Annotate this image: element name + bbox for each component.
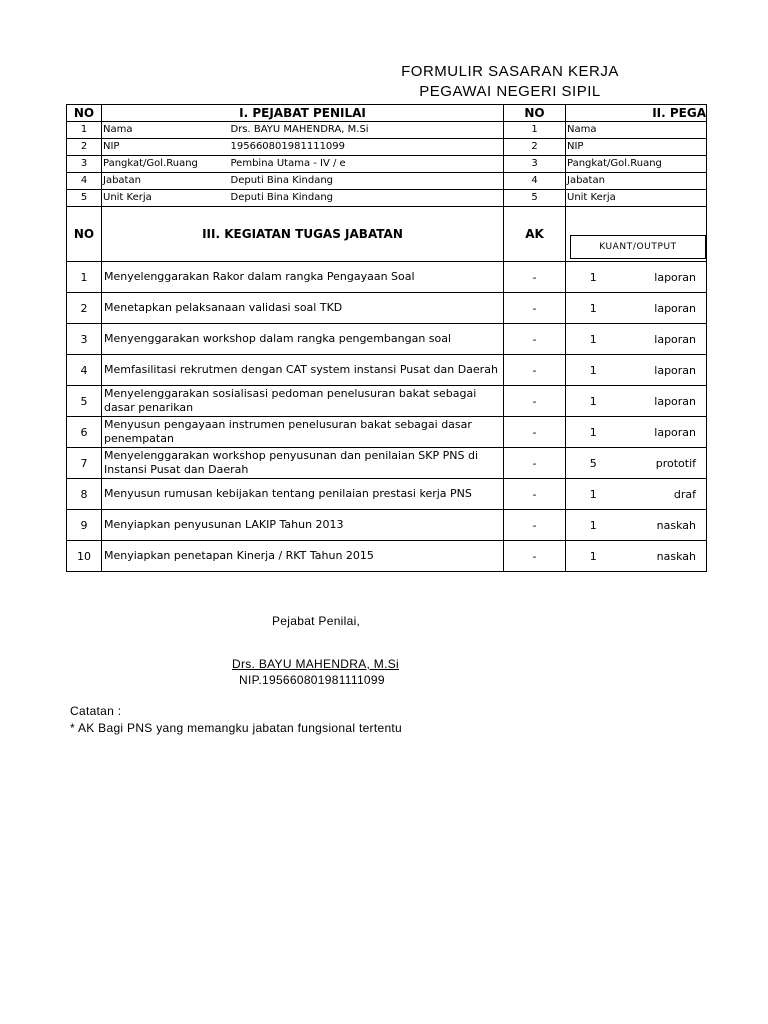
- pegawai-no: 2: [504, 139, 566, 156]
- pejabat-value: Deputi Bina Kindang: [229, 173, 504, 190]
- kegiatan-no: 10: [67, 541, 102, 572]
- info-row: [67, 173, 707, 190]
- kegiatan-desc: Menyelenggarakan workshop penyusunan dan penilaian SKP PNS di Instansi Pusat dan Daerah: [102, 448, 504, 479]
- kegiatan-row: [67, 510, 707, 541]
- kegiatan-header-ak: AK: [504, 207, 566, 262]
- kegiatan-qty: 1: [566, 324, 621, 355]
- header-pegawai: II. PEGA: [566, 105, 707, 122]
- pegawai-no: 4: [504, 173, 566, 190]
- kegiatan-row: [67, 355, 707, 386]
- info-row: [67, 139, 707, 156]
- kegiatan-desc: Menyenggarakan workshop dalam rangka pengembangan soal: [102, 324, 504, 355]
- info-row: [67, 190, 707, 207]
- kegiatan-qty: 1: [566, 262, 621, 293]
- kegiatan-row: [67, 479, 707, 510]
- sasaran-kerja-sheet: [66, 104, 707, 590]
- note-text: * AK Bagi PNS yang memangku jabatan fungsional tertentu: [70, 721, 403, 735]
- kegiatan-row: [67, 386, 707, 417]
- kegiatan-ak: -: [504, 448, 566, 479]
- header-pejabat-penilai: I. PEJABAT PENILAI: [102, 105, 504, 122]
- kegiatan-ak: -: [504, 510, 566, 541]
- signature-label: Pejabat Penilai,: [272, 614, 361, 628]
- pegawai-label: Pangkat/Gol.Ruang: [566, 156, 707, 173]
- kegiatan-desc: Memfasilitasi rekrutmen dengan CAT system instansi Pusat dan Daerah: [102, 355, 504, 386]
- pegawai-label: Jabatan: [566, 173, 707, 190]
- kegiatan-qty: 1: [566, 510, 621, 541]
- signature-name: Drs. BAYU MAHENDRA, M.Si: [232, 657, 399, 671]
- kegiatan-row: [67, 448, 707, 479]
- kegiatan-ak: -: [504, 293, 566, 324]
- kegiatan-ak: -: [504, 417, 566, 448]
- pegawai-no: 3: [504, 156, 566, 173]
- kegiatan-unit: naskah: [621, 541, 707, 572]
- pejabat-label: Pangkat/Gol.Ruang: [102, 156, 229, 173]
- kegiatan-desc: Menyusun rumusan kebijakan tentang penilaian prestasi kerja PNS: [102, 479, 504, 510]
- kegiatan-no: 3: [67, 324, 102, 355]
- kegiatan-row: [67, 262, 707, 293]
- kegiatan-header-title: III. KEGIATAN TUGAS JABATAN: [102, 207, 504, 262]
- kegiatan-desc: Menyelenggarakan Rakor dalam rangka Pengayaan Soal: [102, 262, 504, 293]
- pejabat-label: Unit Kerja: [102, 190, 229, 207]
- pegawai-label: Nama: [566, 122, 707, 139]
- pejabat-no: 3: [67, 156, 102, 173]
- kegiatan-qty: 1: [566, 386, 621, 417]
- form-title-line2: PEGAWAI NEGERI SIPIL: [419, 83, 601, 100]
- kegiatan-row: [67, 324, 707, 355]
- kegiatan-unit: laporan: [621, 262, 707, 293]
- pejabat-label: Nama: [102, 122, 229, 139]
- kegiatan-desc: Menetapkan pelaksanaan validasi soal TKD: [102, 293, 504, 324]
- pejabat-value: 195660801981111099: [229, 139, 504, 156]
- kegiatan-unit: prototif: [621, 448, 707, 479]
- kuant-output-cell: [566, 207, 707, 262]
- kegiatan-no: 5: [67, 386, 102, 417]
- kegiatan-desc: Menyiapkan penetapan Kinerja / RKT Tahun 2015: [102, 541, 504, 572]
- header-no: NO: [67, 105, 102, 122]
- kegiatan-qty: 1: [566, 293, 621, 324]
- kegiatan-ak: -: [504, 324, 566, 355]
- pejabat-no: 1: [67, 122, 102, 139]
- kegiatan-no: 7: [67, 448, 102, 479]
- kegiatan-qty: 1: [566, 355, 621, 386]
- kegiatan-ak: -: [504, 355, 566, 386]
- header-row: [67, 105, 707, 122]
- kegiatan-unit: naskah: [621, 510, 707, 541]
- kegiatan-desc: Menyelenggarakan sosialisasi pedoman penelusuran bakat sebagai dasar penarikan: [102, 386, 504, 417]
- kegiatan-desc: Menyusun pengayaan instrumen penelusuran bakat sebagai dasar penempatan: [102, 417, 504, 448]
- kegiatan-qty: 1: [566, 541, 621, 572]
- pejabat-no: 5: [67, 190, 102, 207]
- kegiatan-unit: laporan: [621, 324, 707, 355]
- kegiatan-desc: Menyiapkan penyusunan LAKIP Tahun 2013: [102, 510, 504, 541]
- kegiatan-unit: laporan: [621, 417, 707, 448]
- pejabat-value: Deputi Bina Kindang: [229, 190, 504, 207]
- pejabat-no: 2: [67, 139, 102, 156]
- pejabat-value: Drs. BAYU MAHENDRA, M.Si: [229, 122, 504, 139]
- kegiatan-qty: 1: [566, 479, 621, 510]
- note-heading: Catatan :: [70, 704, 122, 718]
- kuant-output-header: KUANT/OUTPUT: [570, 235, 706, 259]
- kegiatan-header-row: [67, 207, 707, 262]
- info-row: [67, 156, 707, 173]
- kegiatan-no: 4: [67, 355, 102, 386]
- pegawai-no: 5: [504, 190, 566, 207]
- pejabat-value: Pembina Utama - IV / e: [229, 156, 504, 173]
- kegiatan-row: [67, 293, 707, 324]
- kegiatan-unit: laporan: [621, 386, 707, 417]
- kegiatan-unit: laporan: [621, 355, 707, 386]
- kegiatan-no: 9: [67, 510, 102, 541]
- kegiatan-no: 8: [67, 479, 102, 510]
- kegiatan-ak: -: [504, 262, 566, 293]
- sasaran-kerja-table: [66, 104, 707, 572]
- kegiatan-header-no: NO: [67, 207, 102, 262]
- pejabat-no: 4: [67, 173, 102, 190]
- kegiatan-row: [67, 541, 707, 572]
- header-no-2: NO: [504, 105, 566, 122]
- kegiatan-unit: laporan: [621, 293, 707, 324]
- signature-nip: NIP.195660801981111099: [239, 673, 385, 687]
- info-row: [67, 122, 707, 139]
- kegiatan-no: 1: [67, 262, 102, 293]
- kegiatan-ak: -: [504, 386, 566, 417]
- kegiatan-unit: draf: [621, 479, 707, 510]
- kegiatan-row: [67, 417, 707, 448]
- form-title-line1: FORMULIR SASARAN KERJA: [401, 63, 619, 80]
- pegawai-no: 1: [504, 122, 566, 139]
- kegiatan-no: 2: [67, 293, 102, 324]
- kegiatan-ak: -: [504, 479, 566, 510]
- pegawai-label: Unit Kerja: [566, 190, 707, 207]
- kegiatan-qty: 1: [566, 417, 621, 448]
- kegiatan-qty: 5: [566, 448, 621, 479]
- kegiatan-ak: -: [504, 541, 566, 572]
- pejabat-label: NIP: [102, 139, 229, 156]
- kegiatan-no: 6: [67, 417, 102, 448]
- pegawai-label: NIP: [566, 139, 707, 156]
- pejabat-label: Jabatan: [102, 173, 229, 190]
